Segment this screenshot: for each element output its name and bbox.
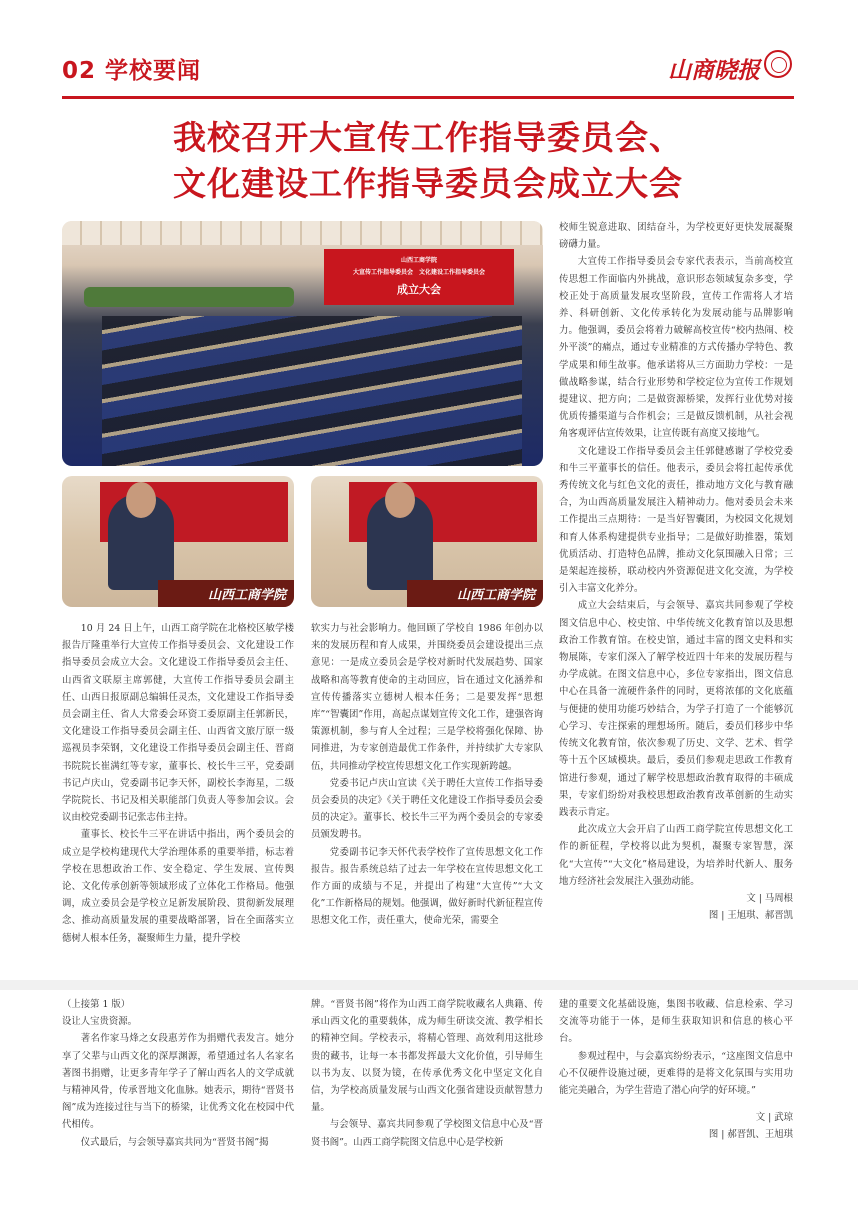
- paragraph: 党委副书记李天怀代表学校作了宣传思想文化工作报告。报告系统总结了过去一年学校在宣传思想文化工作方面的成绩与不足，并提出了构建“大宣传”“大文化”工作新格局的规划。他强调，做好新时代新征程宣传思想文化工作，责任重大，使命光荣，需要全: [311, 846, 543, 927]
- continued-column-2: [311, 996, 543, 1151]
- paragraph: 校师生锐意进取、团结奋斗，为学校更好更快发展凝聚磅礴力量。: [559, 222, 793, 251]
- hall-ceiling: [62, 221, 543, 245]
- byline-photo: 图 | 郝晋凯、王旭琪: [708, 1129, 793, 1141]
- screen-line-1: 山西工商学院: [400, 257, 437, 264]
- article-column-3: [559, 219, 793, 924]
- section-title: 02 学校要闻: [62, 58, 202, 84]
- paragraph: 建的重要文化基础设施，集图书收藏、信息检索、学习交流等功能于一体，是师生获取知识和信息的核心平台。: [559, 999, 793, 1045]
- page-header: [62, 52, 794, 99]
- hall-plants: [84, 287, 294, 307]
- headline-line-1: 我校召开大宣传工作指导委员会、: [173, 118, 683, 157]
- screen-line-3: 成立大会: [397, 283, 441, 296]
- section-divider: [0, 980, 858, 990]
- paragraph: 文化建设工作指导委员会主任郭健感谢了学校党委和牛三平董事长的信任。他表示，委员会将扛起传承优秀传统文化与红色文化的责任，推动地方文化与教育融合，为山西高质量发展注入精神动力。他对委员会未来工作提出三点期待：一是当好智囊团，为校园文化规划和育人体系构建提供专业指导；二是做好助推器，策划优质活动、打造特色品牌，推动文化氛围融入日常；三是架起连接桥，联动校内外资源促进文化交流，为学校引入丰富文化养分。: [559, 445, 793, 595]
- headline-line-2: 文化建设工作指导委员会成立大会: [173, 164, 683, 203]
- speaker-head: [126, 482, 156, 518]
- article-column-2: [311, 620, 543, 930]
- paragraph: 与会领导、嘉宾共同参观了学校图文信息中心及“晋贤书阁”。山西工商学院图文信息中心是学校新: [311, 1119, 543, 1148]
- paragraph: 董事长、校长牛三平在讲话中指出，两个委员会的成立是学校构建现代大学治理体系的重要举措，标志着学校在思想政治工作、安全稳定、学生发展、宣传舆论、文化传承创新等领域形成了立体化工作格局。他强调，成立委员会是学校立足新发展阶段、贯彻新发展理念、推动高质量发展的重要战略部署，旨在全面落实立德树人根本任务，凝聚师生力量，提升学校: [62, 829, 294, 944]
- paragraph: 牌。“晋贤书阁”将作为山西工商学院收藏名人典籍、传承山西文化的重要载体，成为师生研读交流、教学相长的精神空间。学校表示，将精心管理、高效利用这批珍贵的藏书，让每一本书都发挥最大文化价值，引导师生以书为友、以贤为镜，在传承优秀文化中坚定文化自信，为学校高质量发展与山西文化强省建设贡献智慧力量。: [311, 999, 543, 1114]
- screen-line-2: 大宣传工作指导委员会 文化建设工作指导委员会: [352, 269, 485, 276]
- byline-photo: 图 | 王旭琪、郝晋凯: [708, 910, 793, 922]
- conference-hall-photo: [62, 221, 543, 466]
- continued-label: （上接第 1 版）: [62, 999, 131, 1010]
- paragraph: 大宣传工作指导委员会专家代表表示，当前高校宣传思想工作面临内外挑战，意识形态领域复杂多变，学校正处于高质量发展攻坚阶段，宣传工作需将人才培养、科研创新、文化传承转化为发展动能与品牌影响力。他强调，委员会将着力破解高校宣传“校内热闹、校外平淡”的痛点，通过专业精准的方式传播办学特色、教学成果和师生故事。他承诺将从三方面助力学校：一是做战略参谋，结合行业形势和学校定位为宣传工作规划提建议、把方向；二是做资源桥梁，发挥行业优势对接优质传播渠道与合作机会；三是做反馈机制，从社会视角客观评估宣传效果，让宣传既有高度又接地气。: [559, 256, 793, 440]
- podium-text: 山西工商学院: [456, 588, 535, 603]
- paragraph: 著名作家马烽之女段惠芳作为捐赠代表发言。她分享了父辈与山西文化的深厚渊源，希望通过名人名家名著图书捐赠，让更多青年学子了解山西名人的文学成就与精神风骨，传承晋地文化血脉。她表示，期待“晋贤书阁”成为连接过往与当下的桥梁，让优秀文化在校园中代代相传。: [62, 1033, 294, 1131]
- article-column-1: [62, 620, 294, 947]
- podium: [158, 580, 294, 607]
- paragraph: 党委书记卢庆山宣读《关于聘任大宣传工作指导委员会委员的决定》《关于聘任文化建设工作指导委员会委员的决定》。董事长、校长牛三平为两个委员会的专家委员颁发聘书。: [311, 777, 543, 841]
- byline-text: 文 | 武琼: [755, 1112, 793, 1124]
- continued-column-3: [559, 996, 793, 1144]
- paragraph: 10 月 24 日上午，山西工商学院在北格校区敏学楼报告厅隆重举行大宣传工作指导委员会、文化建设工作指导委员会成立大会。文化建设工作指导委员会主任、山西省文联原主席郭健，大宣传工作指导委员会副主任、山西日报原副总编辑任灵杰，文化建设工作指导委员会副主任、省人大常委会环资工委原副主任郭新民，文化建设工作指导委员会副主任、山西省文旅厅原一级巡视员李荣钢，文化建设工作指导委员会副主任、晋商书院院长崔满红等专家，董事长、校长牛三平，党委副书记卢庆山，党委副书记李天怀，副校长李海星，二级学院院长、书记及相关职能部门负责人等参加会议。会议由校党委副书记张志伟主持。: [62, 623, 294, 824]
- speaker-head: [385, 482, 415, 518]
- newspaper-masthead: 山商晓报: [668, 57, 760, 84]
- byline-text: 文 | 马周根: [746, 892, 793, 904]
- continued-column-1: [62, 996, 294, 1151]
- paragraph: 仪式最后，与会领导嘉宾共同为“晋贤书阁”揭: [80, 1136, 269, 1148]
- paragraph: 此次成立大会开启了山西工商学院宣传思想文化工作的新征程，学校将以此为契机，凝聚专家智慧，深化“大宣传”“大文化”格局建设，为培养时代新人、服务地方经济社会发展注入强劲动能。: [559, 824, 793, 887]
- stage-screen: [324, 249, 514, 305]
- paragraph: 成立大会结束后，与会领导、嘉宾共同参观了学校图文信息中心、校史馆、中华传统文化教育馆以及思想政治工作教育馆。在校史馆，通过丰富的图文史料和实物展陈，专家们深入了解学校近四十年来的发展历程与办学成就。在图文信息中心，多位专家指出，图文信息中心在具备一流硬件条件的同时，更将浓郁的文化底蕴与便捷的使用功能巧妙结合，为学子打造了一个能够沉心学习、专注探索的理想场所。随后，委员们移步中华传统文化教育馆，依次参观了历史、文学、艺术、哲学等十五个区域模块。最后，委员们参观走思政工作教育馆进行参观，通过了解学校思想政治教育取得的丰硕成果，专家们纷纷对我校思想政治教育改革创新的生动实践表示肯定。: [559, 600, 793, 818]
- speaker-photo-right: [311, 476, 543, 607]
- speaker-photo-left: [62, 476, 294, 607]
- paragraph: 软实力与社会影响力。他回顾了学校自 1986 年创办以来的发展历程和育人成果，并围绕委员会建设提出三点意见：一是成立委员会是学校对新时代发展趋势、国家战略和高等教育使命的主动回应，旨在通过文化涵养和宣传传播落实立德树人根本任务；二是要发挥“思想库”“智囊团”作用，高起点谋划宣传文化工作，建强咨询策源机制，参与育人全过程；三是学校将强化保障、协同推进，为专家创造最优工作条件，并持续扩大专家队伍，共同推动学校宣传思想文化工作实现新跨越。: [311, 623, 543, 772]
- podium-text: 山西工商学院: [207, 588, 286, 603]
- school-seal-icon: [764, 50, 792, 78]
- audience-rows: [102, 316, 522, 466]
- paragraph: 设让人宝贵资源。: [62, 1016, 138, 1028]
- podium: [407, 580, 543, 607]
- paragraph: 参观过程中，与会嘉宾纷纷表示，“这座图文信息中心不仅硬件设施过硬，更难得的是将文化氛围与实用功能完美融合，为学生营造了潜心向学的好环境。”: [559, 1050, 793, 1097]
